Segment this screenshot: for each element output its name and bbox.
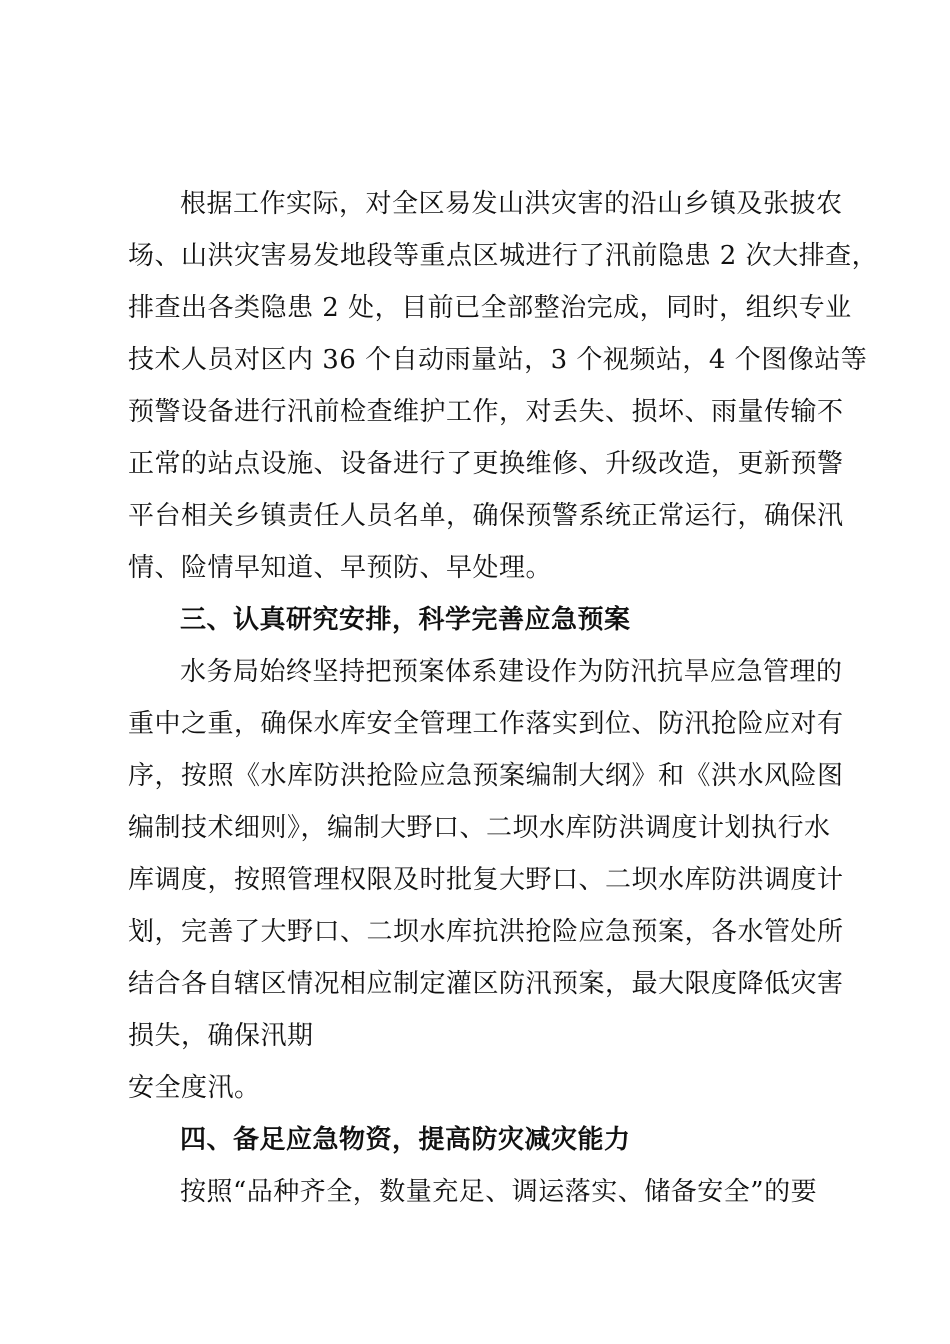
paragraph-1-line-5: 预警设备进行汛前检查维护工作，对丢失、损坏、雨量传输不 bbox=[128, 397, 844, 427]
section-heading-3: 三、认真研究安排，科学完善应急预案 bbox=[180, 605, 631, 635]
paragraph-2-line-8: 损失，确保汛期 bbox=[128, 1021, 314, 1051]
paragraph-1-line-2: 场、山洪灾害易发地段等重点区城进行了汛前隐患 2 次大排查， bbox=[128, 241, 879, 271]
paragraph-2-line-4: 编制技术细则》，编制大野口、二坝水库防洪调度计划执行水 bbox=[128, 813, 831, 843]
paragraph-2-line-1: 水务局始终坚持把预案体系建设作为防汛抗旱应急管理的 bbox=[180, 657, 843, 687]
paragraph-1-line-1: 根据工作实际，对全区易发山洪灾害的沿山乡镇及张披农 bbox=[180, 189, 843, 219]
paragraph-2-line-2: 重中之重，确保水库安全管理工作落实到位、防汛抢险应对有 bbox=[128, 709, 844, 739]
section-heading-4: 四、备足应急物资，提高防灾减灾能力 bbox=[180, 1125, 631, 1155]
paragraph-2-line-3: 序，按照《水库防洪抢险应急预案编制大纲》和《洪水风险图 bbox=[128, 761, 844, 791]
paragraph-1-line-3: 排查出各类隐患 2 处，目前已全部整治完成，同时，组织专业 bbox=[128, 293, 852, 323]
paragraph-3-line-1: 按照“品种齐全，数量充足、调运落实、储备安全”的要 bbox=[180, 1177, 818, 1207]
paragraph-2-line-5: 库调度，按照管理权限及时批复大野口、二坝水库防洪调度计 bbox=[128, 865, 844, 895]
paragraph-2-line-7: 结合各自辖区情况相应制定灌区防汛预案，最大限度降低灾害 bbox=[128, 969, 844, 999]
paragraph-1-line-8: 情、险情早知道、早预防、早处理。 bbox=[128, 553, 553, 583]
paragraph-2-line-9: 安全度汛。 bbox=[128, 1073, 261, 1103]
paragraph-1-line-6: 正常的站点设施、设备进行了更换维修、升级改造，更新预警 bbox=[128, 449, 844, 479]
paragraph-2-line-6: 划，完善了大野口、二坝水库抗洪抢险应急预案，各水管处所 bbox=[128, 917, 844, 947]
paragraph-1-line-4: 技术人员对区内 36 个自动雨量站，3 个视频站，4 个图像站等 bbox=[128, 345, 868, 375]
paragraph-1-line-7: 平台相关乡镇责任人员名单，确保预警系统正常运行，确保汛 bbox=[128, 501, 844, 531]
